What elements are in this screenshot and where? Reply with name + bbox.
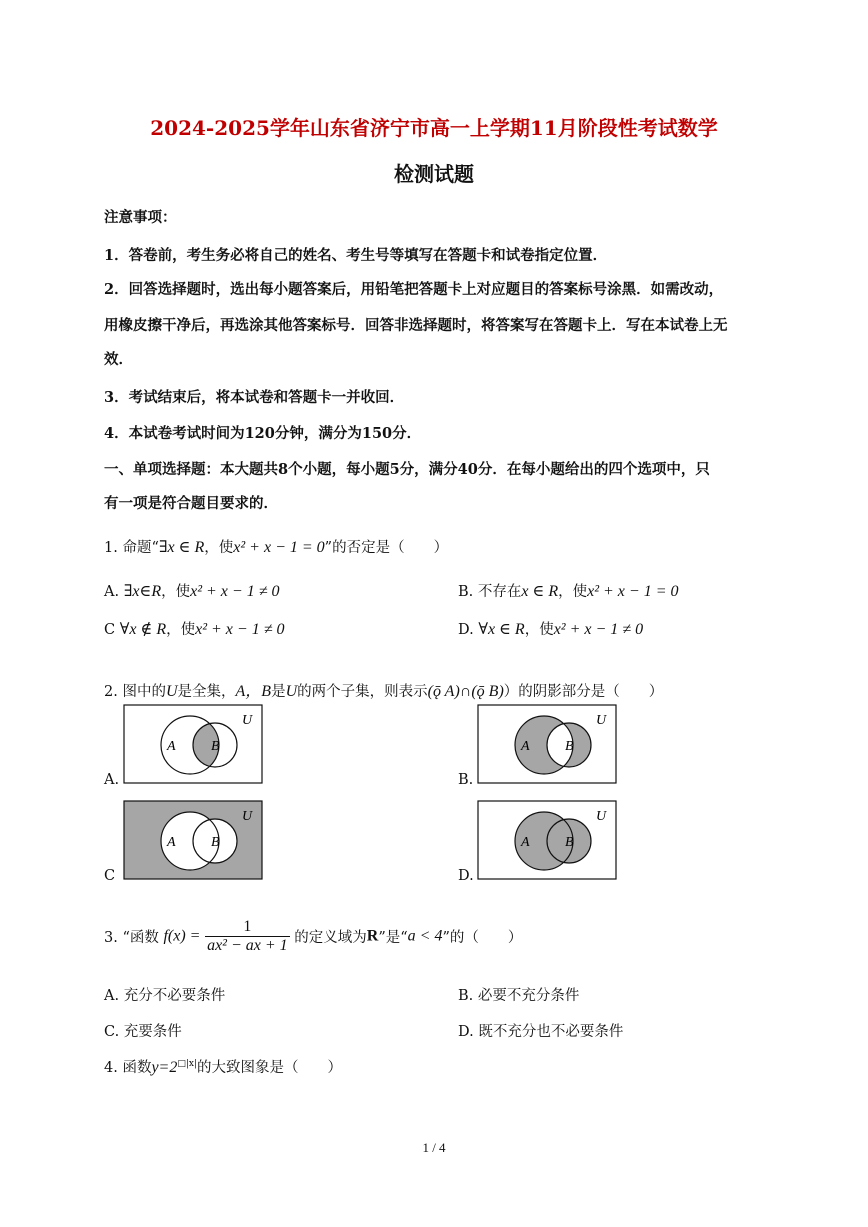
question-1-option-b: B. 不存在x ∈ R，使x² + x − 1 = 0 — [458, 583, 679, 600]
venn-diagram-b — [474, 702, 622, 786]
svg-text:U: U — [596, 809, 607, 824]
question-2-stem: 2. 图中的U是全集，A，B是U的两个子集，则表示(ǭ A)∩(ǭ B)）的阴影部分是（ ） — [104, 683, 664, 700]
svg-text:A: A — [521, 739, 530, 754]
question-1-stem: 1. 命题“∃x ∈ R，使x² + x − 1 = 0”的否定是（ ） — [104, 539, 449, 556]
venn-diagram-c — [120, 798, 268, 882]
svg-text:A: A — [521, 835, 530, 850]
notice-line-5: 3．考试结束后，将本试卷和答题卡一并收回． — [104, 389, 405, 406]
section-heading-line-2: 有一项是符合题目要求的． — [104, 495, 278, 512]
question-2-option-b-label: B. — [458, 772, 474, 788]
notice-line-3: 用橡皮擦干净后，再选涂其他答案标号．回答非选择题时，将答案写在答题卡上．写在本试卷上无 — [104, 317, 728, 334]
svg-text:B: B — [565, 739, 574, 754]
svg-text:U: U — [242, 809, 253, 824]
notice-line-6: 4．本试卷考试时间为120分钟，满分为150分． — [104, 425, 422, 442]
venn-diagram-a — [120, 702, 268, 786]
svg-text:U: U — [596, 713, 607, 728]
question-1-option-c: C ∀x ∉ R，使x² + x − 1 ≠ 0 — [104, 621, 285, 638]
venn-diagram-d — [474, 798, 622, 882]
question-1-option-d: D. ∀x ∈ R，使x² + x − 1 ≠ 0 — [458, 621, 644, 638]
question-2-option-c-label: C — [104, 868, 116, 884]
question-2-option-d-label: D. — [458, 868, 474, 884]
document-title: 2024-2025学年山东省济宁市高一上学期11月阶段性考试数学 — [150, 116, 718, 140]
notice-heading: 注意事项： — [104, 209, 177, 226]
question-4-stem: 4. 函数$y=2^{□|x|}$的大致图象是（ ） — [104, 1059, 343, 1076]
svg-text:B: B — [211, 739, 220, 754]
svg-text:B: B — [211, 835, 220, 850]
document-subtitle: 检测试题 — [394, 162, 474, 186]
svg-text:U: U — [242, 713, 253, 728]
question-2-option-a-label: A. — [104, 772, 120, 788]
notice-line-1: 1．答卷前，考生务必将自己的姓名、考生号等填写在答题卡和试卷指定位置． — [104, 247, 608, 264]
question-3-stem: 3. “函数 f(x) = $\frac{1}{\text{ax² − ax + 1}}$ 的定义域为R”是“a < 4”的（ ） — [104, 918, 523, 954]
svg-text:A: A — [167, 739, 176, 754]
svg-text:A: A — [167, 835, 176, 850]
question-3-option-d: D. 既不充分也不必要条件 — [458, 1024, 624, 1040]
notice-line-2: 2．回答选择题时，选出每小题答案后，用铅笔把答题卡上对应题目的答案标号涂黑．如需改动， — [104, 281, 724, 298]
section-heading-line-1: 一、单项选择题：本大题共8个小题，每小题5分，满分40分．在每小题给出的四个选项中，只 — [104, 461, 710, 478]
svg-text:B: B — [565, 835, 574, 850]
question-3-fraction: $\frac{1}{\text{ax² − ax + 1}}$ — [207, 918, 288, 954]
question-3-option-b: B. 必要不充分条件 — [458, 988, 580, 1004]
question-3-option-a: A. 充分不必要条件 — [104, 988, 226, 1004]
notice-line-4: 效． — [104, 351, 133, 368]
page-number: 1 / 4 — [422, 1140, 446, 1155]
question-1-option-a: A. ∃x∈R，使x² + x − 1 ≠ 0 — [104, 583, 280, 600]
question-3-option-c: C. 充要条件 — [104, 1024, 182, 1040]
